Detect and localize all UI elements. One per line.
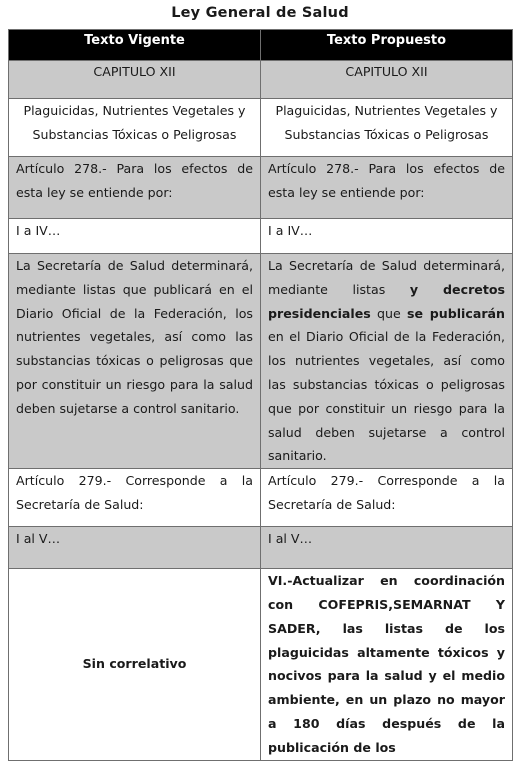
table-row-i-a-iv	[9, 219, 513, 254]
propuesto-secretaria-text-1: La Secretaría de Salud determinará, mediante listas	[268, 258, 505, 297]
cell-vigente-articulo-279: Artículo 279.- Corresponde a la Secretaría de Salud:	[9, 469, 261, 527]
cell-vigente-i-al-v: I al V…	[9, 527, 261, 569]
cell-propuesto-articulo-278: Artículo 278.- Para los efectos de esta ley se entiende por:	[261, 157, 513, 219]
cell-propuesto-plaguicidas: Plaguicidas, Nutrientes Vegetales y Substancias Tóxicas o Peligrosas	[261, 99, 513, 157]
cell-vigente-capitulo: CAPITULO XII	[9, 61, 261, 99]
header-texto-vigente: Texto Vigente	[9, 30, 261, 61]
cell-propuesto-capitulo: CAPITULO XII	[261, 61, 513, 99]
propuesto-secretaria-bold-decretos: y decretos presidenciales	[268, 281, 505, 321]
cell-propuesto-articulo-279: Artículo 279.- Corresponde a la Secretaría de Salud:	[261, 469, 513, 527]
table-row-capitulo	[9, 61, 513, 99]
table-row-fraccion-vi	[9, 569, 513, 760]
document-title: Ley General de Salud	[171, 5, 349, 21]
propuesto-secretaria-text-3: en el Diario Oficial de la Federación, los nutrientes vegetales, así como las substancias tóxicas o peligrosas que por constituir un riesgo para la salud deben sujetarse a control sanitario.	[268, 329, 505, 464]
table-header-row	[9, 30, 513, 61]
cell-propuesto-i-a-iv: I a IV…	[261, 219, 513, 254]
cell-propuesto-fraccion-vi: VI.-Actualizar en coordinación con COFEPRIS,SEMARNAT Y SADER, las listas de los plaguicidas altamente tóxicos y nocivos para la salud y el medio ambiente, en un plazo no mayor a 180 días después de la publicación de los	[261, 569, 513, 760]
propuesto-secretaria-text-2: que	[370, 305, 408, 321]
table-row-articulo-278	[9, 157, 513, 219]
header-texto-propuesto: Texto Propuesto	[261, 30, 513, 61]
cell-vigente-articulo-278: Artículo 278.- Para los efectos de esta ley se entiende por:	[9, 157, 261, 219]
table-row-articulo-279	[9, 469, 513, 527]
cell-vigente-i-a-iv: I a IV…	[9, 219, 261, 254]
cell-vigente-sin-correlativo: Sin correlativo	[9, 569, 261, 760]
cell-propuesto-secretaria	[261, 254, 513, 469]
cell-vigente-secretaria: La Secretaría de Salud determinará, mediante listas que publicará en el Diario Oficial de la Federación, los nutrientes vegetales, así como las substancias tóxicas o peligrosas que por constituir un riesgo para la salud deben sujetarse a control sanitario.	[9, 254, 261, 469]
comparison-table	[8, 29, 513, 761]
cell-propuesto-i-al-v: I al V…	[261, 527, 513, 569]
table-row-plaguicidas	[9, 99, 513, 157]
propuesto-secretaria-bold-publicaran: se publicarán	[407, 305, 505, 321]
table-row-secretaria	[9, 254, 513, 469]
cell-vigente-plaguicidas: Plaguicidas, Nutrientes Vegetales y Substancias Tóxicas o Peligrosas	[9, 99, 261, 157]
table-row-i-al-v	[9, 527, 513, 569]
